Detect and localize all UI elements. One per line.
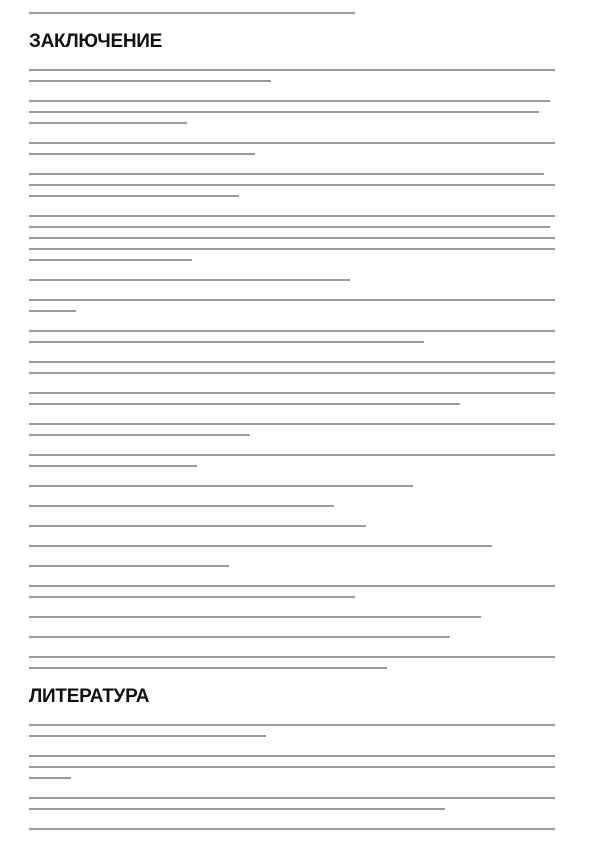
text-line: [29, 180, 555, 191]
paragraph: [29, 450, 555, 472]
text-line: [29, 138, 555, 149]
text-line: [29, 632, 555, 643]
paragraph: [29, 295, 555, 317]
text-line: [29, 107, 555, 118]
paragraph: [29, 419, 555, 441]
text-line: [29, 275, 555, 286]
text-line: [29, 773, 555, 784]
paragraph: [29, 481, 555, 492]
text-line: [29, 233, 555, 244]
text-line: [29, 295, 555, 306]
paragraph: [29, 632, 555, 643]
text-line: [29, 65, 555, 76]
text-line: [29, 419, 555, 430]
reference-item: [29, 824, 555, 835]
text-line: [29, 169, 555, 180]
text-line: [29, 430, 555, 441]
paragraph: [29, 521, 555, 532]
text-line: [29, 652, 555, 663]
paragraph: [29, 612, 555, 623]
text-line: [29, 326, 555, 337]
paragraph: [29, 652, 555, 674]
text-line: [29, 581, 555, 592]
text-line: [29, 118, 555, 129]
text-line: [29, 720, 555, 731]
reference-item: [29, 720, 555, 742]
intro-fragment: [29, 8, 555, 19]
text-line: [29, 244, 555, 255]
paragraph: [29, 581, 555, 603]
text-line: [29, 461, 555, 472]
paragraph: [29, 275, 555, 286]
conclusion-heading: ЗАКЛЮЧЕНИЕ: [29, 31, 162, 52]
reference-item: [29, 793, 555, 815]
text-line: [29, 255, 555, 266]
paragraph: [29, 326, 555, 348]
text-line: [29, 149, 555, 160]
text-line: [29, 481, 555, 492]
text-line: [29, 388, 555, 399]
paragraph: [29, 138, 555, 160]
text-line: [29, 191, 555, 202]
text-line: [29, 731, 555, 742]
text-line: [29, 501, 555, 512]
text-line: [29, 541, 555, 552]
paragraph: [29, 357, 555, 379]
text-line: [29, 824, 555, 835]
text-line: [29, 663, 555, 674]
text-line: [29, 762, 555, 773]
paragraph: [29, 211, 555, 266]
text-line: [29, 804, 555, 815]
paragraph: [29, 561, 555, 572]
paragraph: [29, 65, 555, 87]
text-line: [29, 751, 555, 762]
text-line: [29, 222, 555, 233]
text-line: [29, 337, 555, 348]
text-line: [29, 399, 555, 410]
text-line: [29, 592, 555, 603]
paragraph: [29, 96, 555, 129]
paragraph: [29, 388, 555, 410]
text-line: [29, 211, 555, 222]
text-line: [29, 521, 555, 532]
text-line: [29, 561, 555, 572]
text-line: [29, 96, 555, 107]
text-line: [29, 306, 555, 317]
paragraph: [29, 541, 555, 552]
text-line: [29, 8, 555, 19]
text-line: [29, 368, 555, 379]
text-line: [29, 357, 555, 368]
text-line: [29, 450, 555, 461]
reference-item: [29, 751, 555, 784]
text-line: [29, 76, 555, 87]
literature-heading: ЛИТЕРАТУРА: [29, 686, 150, 707]
paragraph: [29, 501, 555, 512]
paragraph: [29, 169, 555, 202]
text-line: [29, 793, 555, 804]
text-line: [29, 612, 555, 623]
